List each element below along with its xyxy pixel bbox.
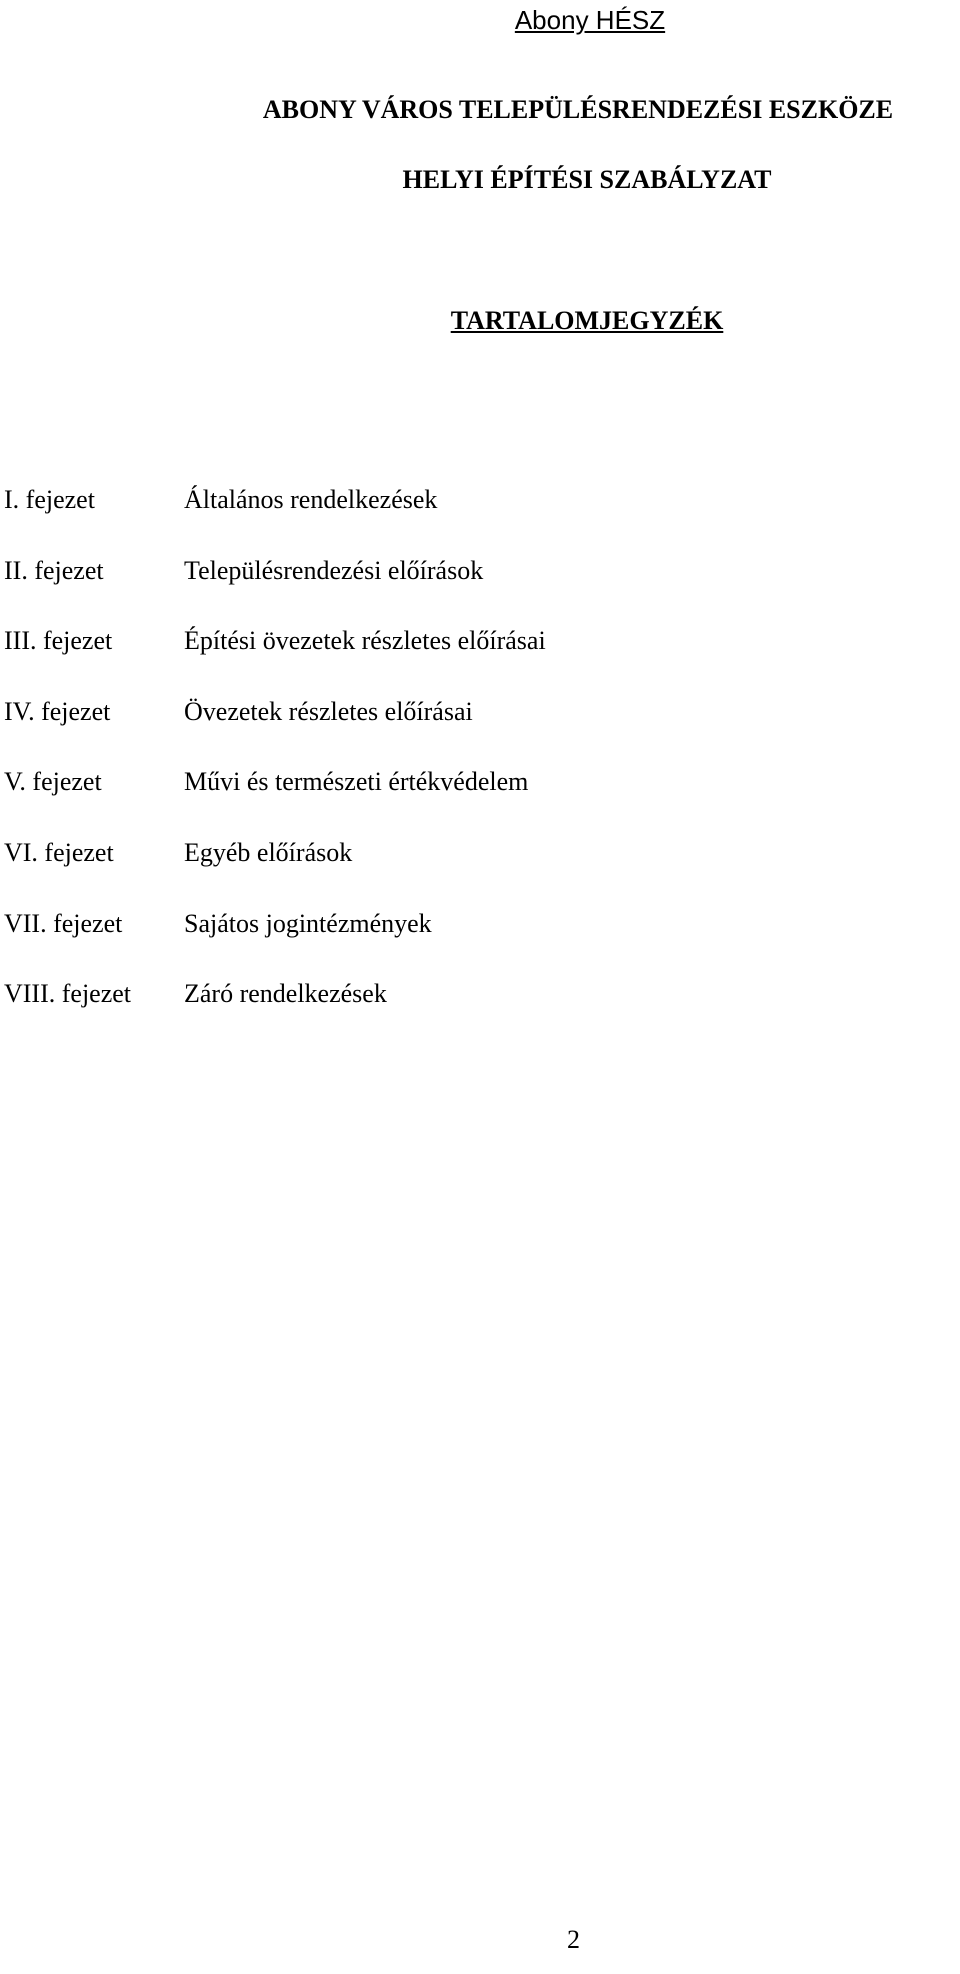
toc-chapter-label: IV. fejezet [4,696,111,726]
document-title-text-1: ABONY VÁROS TELEPÜLÉSRENDEZÉSI ESZKÖZE [262,95,894,124]
toc-entry-4 [4,694,944,765]
toc-chapter-title: Településrendezési előírások [184,555,484,585]
document-title-text-2: HELYI ÉPÍTÉSI SZABÁLYZAT [402,165,772,194]
toc-chapter-label: I. fejezet [4,485,95,514]
toc-chapter-title: Építési övezetek részletes előírásai [184,626,546,656]
toc-chapter-title: Övezetek részletes előírásai [184,696,473,726]
document-title-line-1 [0,92,960,128]
toc-chapter-label: V. fejezet [4,767,102,797]
toc-chapter-title: Általános rendelkezések [184,485,438,514]
toc-chapter-label: III. fejezet [4,626,113,656]
toc-chapter-title: Sajátos jogintézmények [184,908,432,938]
toc-chapter-title: Művi és természeti értékvédelem [184,767,529,797]
toc-chapter-label: II. fejezet [4,555,104,585]
toc-entry-3 [4,623,944,694]
toc-heading-text: TARTALOMJEGYZÉK [450,306,724,335]
toc-entry-2 [4,553,944,624]
toc-entry-6 [4,835,944,906]
toc-chapter-label: VII. fejezet [4,908,123,938]
toc-entry-1 [4,482,944,553]
toc-entry-7 [4,906,944,977]
toc-chapter-title: Záró rendelkezések [184,979,387,1009]
running-header-text: Abony HÉSZ [514,5,666,35]
toc-entry-8 [4,976,944,1047]
toc-chapter-title: Egyéb előírások [184,837,353,867]
toc-chapter-label: VIII. fejezet [4,979,132,1009]
toc-entry-5 [4,764,944,835]
page-number: 2 [567,1925,580,1954]
document-title-line-2 [0,162,960,198]
table-of-contents [4,482,944,1047]
running-header [0,2,960,38]
toc-chapter-label: VI. fejezet [4,837,114,867]
toc-heading [0,303,960,339]
